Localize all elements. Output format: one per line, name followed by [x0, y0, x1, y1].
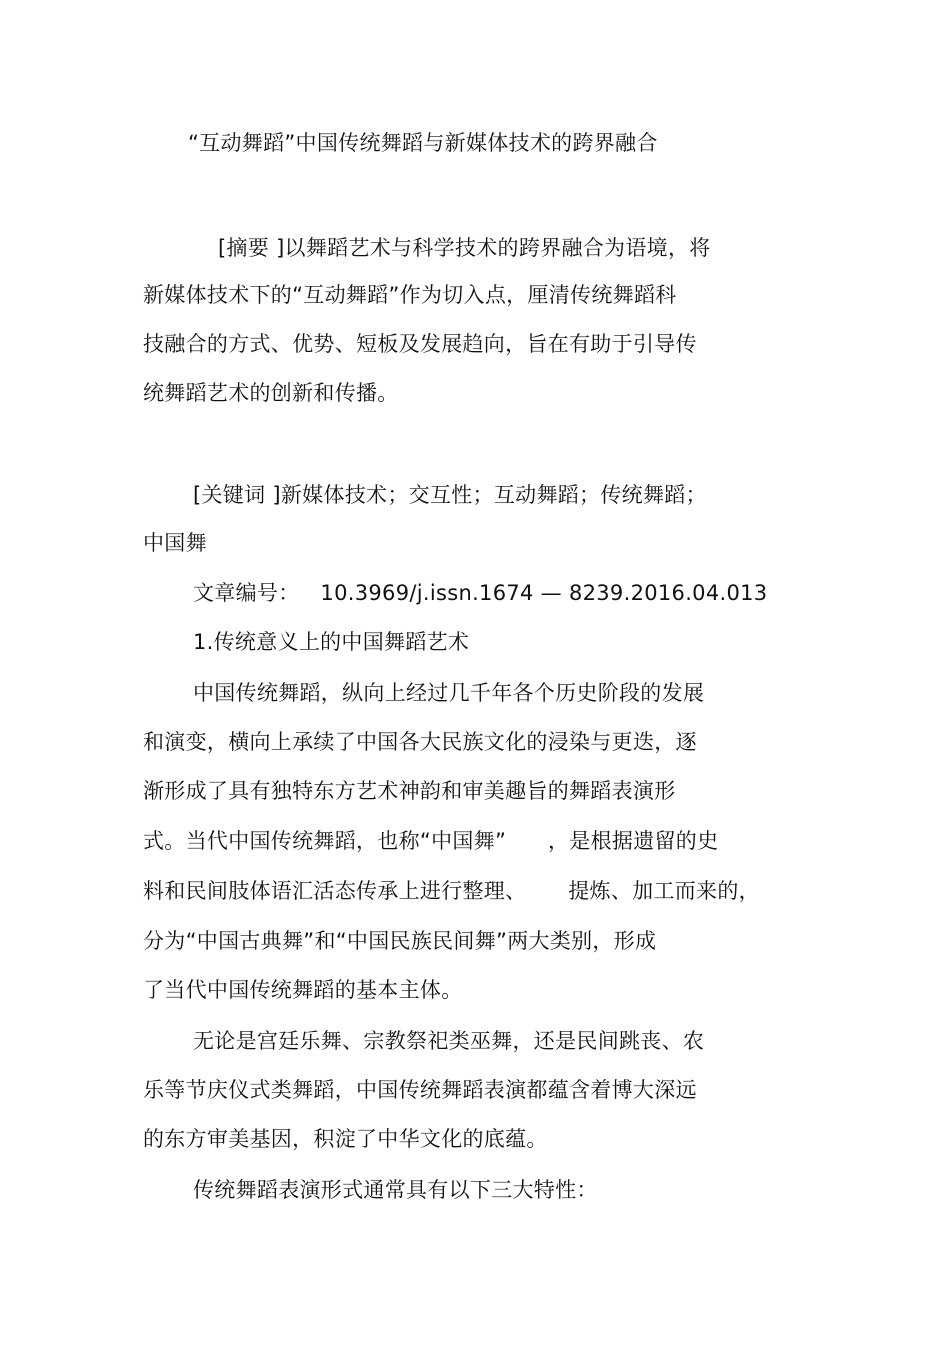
abstract-line: 统舞蹈艺术的创新和传播。 — [143, 381, 399, 405]
paragraph-line: 无论是宫廷乐舞、宗教祭祀类巫舞，还是民间跳丧、农 — [193, 1029, 705, 1053]
abstract-line: 新媒体技术下的“互动舞蹈”作为切入点，厘清传统舞蹈科 — [143, 283, 677, 307]
keywords-line: [关键词 ]新媒体技术；交互性；互动舞蹈；传统舞蹈； — [193, 483, 707, 507]
document-title: “互动舞蹈”中国传统舞蹈与新媒体技术的跨界融合 — [188, 131, 658, 155]
paragraph-line: 料和民间肢体语汇活态传承上进行整理、 提炼、加工而来的， — [143, 879, 760, 903]
paragraph-line: 传统舞蹈表演形式通常具有以下三大特性： — [193, 1178, 598, 1202]
paragraph-line: 式。当代中国传统舞蹈，也称“中国舞” ，是根据遗留的史 — [143, 829, 719, 853]
article-number: 文章编号： 10.3969/j.issn.1674 — 8239.2016.04.013 — [193, 581, 768, 605]
keywords-line: 中国舞 — [143, 531, 207, 555]
paragraph-line: 渐形成了具有独特东方艺术神韵和审美趣旨的舞蹈表演形 — [143, 779, 676, 803]
abstract-line: 技融合的方式、优势、短板及发展趋向，旨在有助于引导传 — [143, 332, 697, 356]
paragraph-line: 乐等节庆仪式类舞蹈，中国传统舞蹈表演都蕴含着博大深远 — [143, 1078, 697, 1102]
paragraph-line: 的东方审美基因，积淀了中华文化的底蕴。 — [143, 1127, 548, 1151]
paragraph-line: 和演变，横向上承续了中国各大民族文化的浸染与更迭，逐 — [143, 730, 697, 754]
abstract-line: [摘要 ]以舞蹈艺术与科学技术的跨界融合为语境，将 — [218, 236, 711, 260]
section-heading: 1.传统意义上的中国舞蹈艺术 — [193, 630, 470, 654]
paragraph-line: 了当代中国传统舞蹈的基本主体。 — [143, 978, 463, 1002]
paragraph-line: 中国传统舞蹈，纵向上经过几千年各个历史阶段的发展 — [193, 681, 705, 705]
paragraph-line: 分为“中国古典舞”和“中国民族民间舞”两大类别，形成 — [143, 929, 657, 953]
